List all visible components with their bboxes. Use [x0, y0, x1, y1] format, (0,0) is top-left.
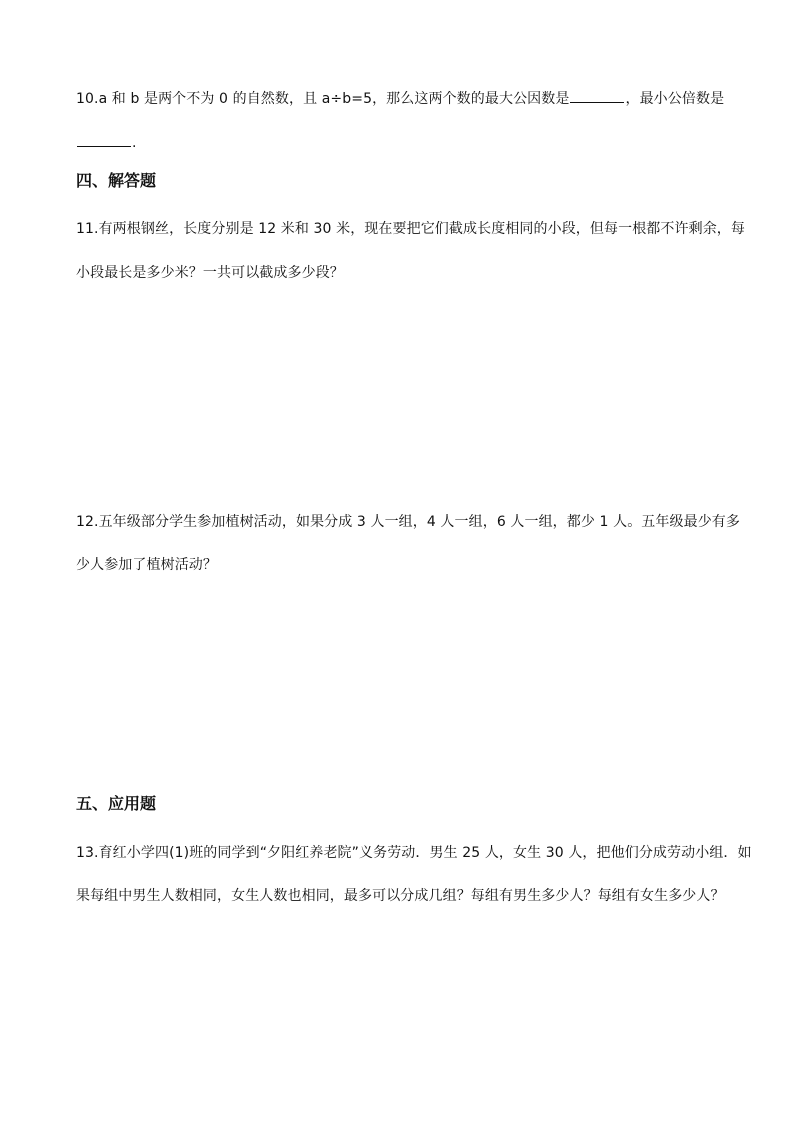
question-13-line-1: 13.育红小学四(1)班的同学到“夕阳红养老院”义务劳动．男生 25 人，女生 30 人，把他们分成劳动小组．如: [76, 845, 752, 861]
question-12-line-1: 12.五年级部分学生参加植树活动，如果分成 3 人一组，4 人一组，6 人一组，都少 1 人。五年级最少有多: [76, 514, 740, 530]
question-10-line-2: [76, 133, 137, 152]
question-12-line-2: 少人参加了植树活动？: [76, 557, 217, 573]
question-11-line-1: 11.有两根钢丝，长度分别是 12 米和 30 米，现在要把它们截成长度相同的小段，但每一根都不许剩余，每: [76, 221, 745, 237]
question-11-line-2: 小段最长是多少米？一共可以截成多少段？: [76, 265, 344, 281]
question-10-text-b: ，最小公倍数是: [625, 91, 725, 107]
section-4-heading: 四、解答题: [76, 171, 157, 190]
question-13-line-2: 果每组中男生人数相同，女生人数也相同，最多可以分成几组？每组有男生多少人？每组有女生多少人？: [76, 888, 725, 904]
question-10-line-1: [76, 89, 724, 108]
answer-blank-gcd[interactable]: [570, 89, 624, 103]
question-10-text-a: 10.a 和 b 是两个不为 0 的自然数，且 a÷b=5，那么这两个数的最大公因数是: [76, 91, 570, 107]
answer-blank-lcm[interactable]: [77, 133, 131, 147]
section-5-heading: 五、应用题: [76, 794, 157, 813]
question-10-text-c: .: [132, 135, 137, 151]
